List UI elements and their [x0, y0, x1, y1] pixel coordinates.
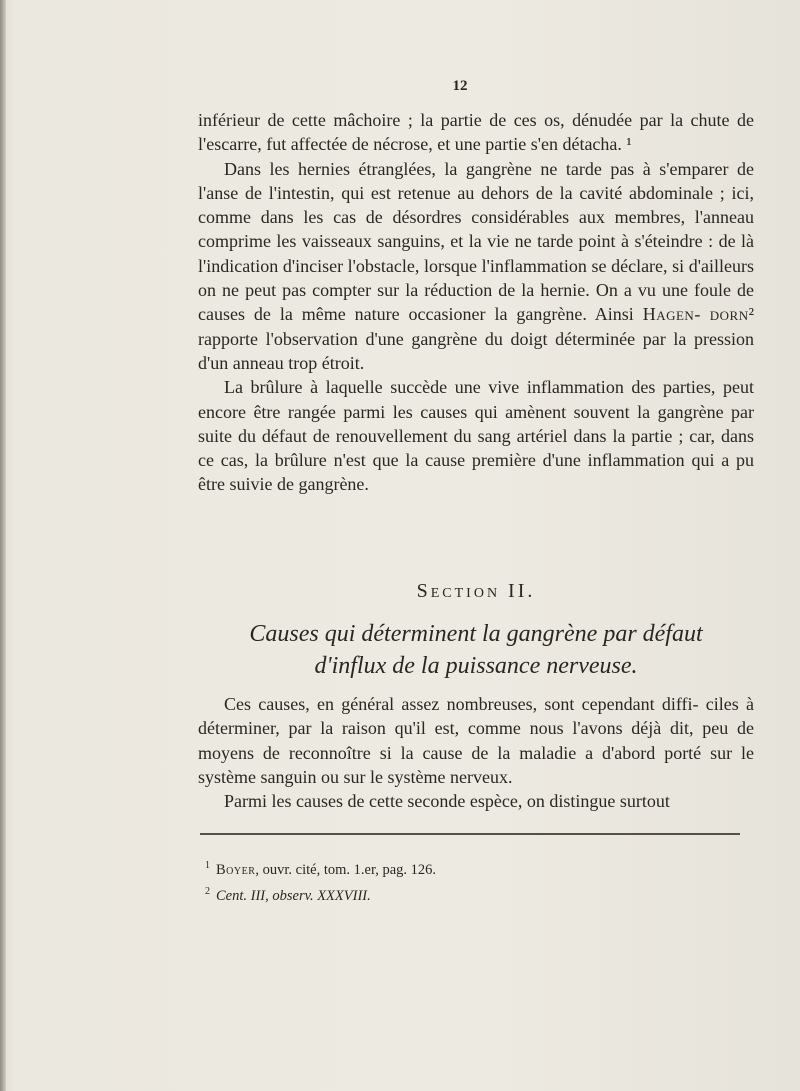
page-binding-edge — [0, 0, 6, 1091]
text-line: dans la partie ; car, dans ce cas, la brûlure n'est que la cause — [198, 425, 755, 471]
text-line: La brûlure à laquelle succède une vive inflammation des parties, — [224, 377, 716, 398]
text-line: Ces causes, en général assez nombreuses, sont cependant diffi- — [224, 694, 699, 714]
text-line: lorsque l'inflammation se déclare, si d'ailleurs on ne peut pas — [198, 255, 755, 301]
text-line: d'abord porté sur le système sanguin ou sur le système nerveux. — [198, 742, 755, 787]
section-heading: Section II. — [416, 580, 536, 602]
body-text-upper — [198, 108, 754, 497]
section-title — [198, 618, 754, 682]
footnotes — [205, 855, 725, 907]
text-line: causes de la même nature occasioner la gangrène. Ainsi — [198, 304, 634, 325]
paragraph-5 — [198, 789, 754, 813]
text-line: compter sur la réduction de la hernie. On a vu une foule de — [312, 280, 755, 301]
footnote-2 — [205, 881, 725, 907]
text-line: ne tarde point à s'éteindre : de là l'indication d'inciser l'obstacle, — [198, 231, 755, 276]
section-title-line: Causes qui déterminent la gangrène par défaut — [249, 621, 703, 647]
text-line: ciles à déterminer, par la raison qu'il est, comme nous l'avons déjà — [198, 694, 754, 739]
paragraph-1 — [198, 108, 754, 157]
paragraph-2 — [198, 157, 754, 376]
footnote-mark: 2 — [205, 885, 210, 897]
text-line: inférieur de cette mâchoire ; la partie de ces os, dénudée par — [198, 110, 663, 130]
text-line: la chute de l'escarre, fut affectée de nécrose, et une partie s'en — [198, 110, 755, 155]
text-line: dit, peu de moyens de reconnoître si la cause de la maladie a — [198, 718, 755, 763]
author-name: Hagen- — [642, 304, 701, 325]
section-title-line: d'influx de la puissance nerveuse. — [314, 653, 638, 679]
text-line: Parmi les causes de cette seconde espèce, on distingue surtout — [224, 791, 670, 812]
text-line: Dans les hernies étranglées, la gangrène ne tarde pas à s'emparer — [224, 158, 729, 179]
footnote-1 — [205, 855, 725, 881]
text-line: détacha. ¹ — [562, 134, 632, 155]
footnote-mark: 1 — [205, 860, 210, 871]
footnote-rule — [200, 833, 740, 835]
footnote-text: , ouvr. cité, tom. 1.er, pag. 126. — [255, 861, 437, 878]
body-text-lower — [198, 692, 754, 813]
footnote-author: Boyer — [216, 861, 256, 878]
author-name-continued: dorn — [709, 304, 749, 325]
text-line: première d'une inflammation qui a pu être suivie de gangrène. — [198, 450, 755, 495]
footnote-text: Cent. III, observ. XXXVIII. — [216, 887, 371, 904]
text-line: aux membres, l'anneau comprime les vaisseaux sanguins, et la vie — [198, 207, 754, 252]
text-line: gangrène par suite du défaut de renouvellement du sang artériel — [198, 401, 755, 446]
text-line: abdominale ; ici, comme dans les cas de désordres considérables — [198, 182, 754, 228]
page-number: 12 — [452, 78, 468, 94]
text-line: de l'anse de l'intestin, qui est retenue au dehors de la cavité — [198, 158, 754, 203]
text-line: par la pression d'un anneau trop étroit. — [198, 328, 755, 373]
paragraph-3 — [198, 375, 754, 496]
text-line: ² rapporte l'observation d'une gangrène du doigt déterminée — [198, 304, 755, 349]
paragraph-4 — [198, 692, 754, 789]
text-line: peut encore être rangée parmi les causes qui amènent souvent la — [198, 377, 754, 422]
